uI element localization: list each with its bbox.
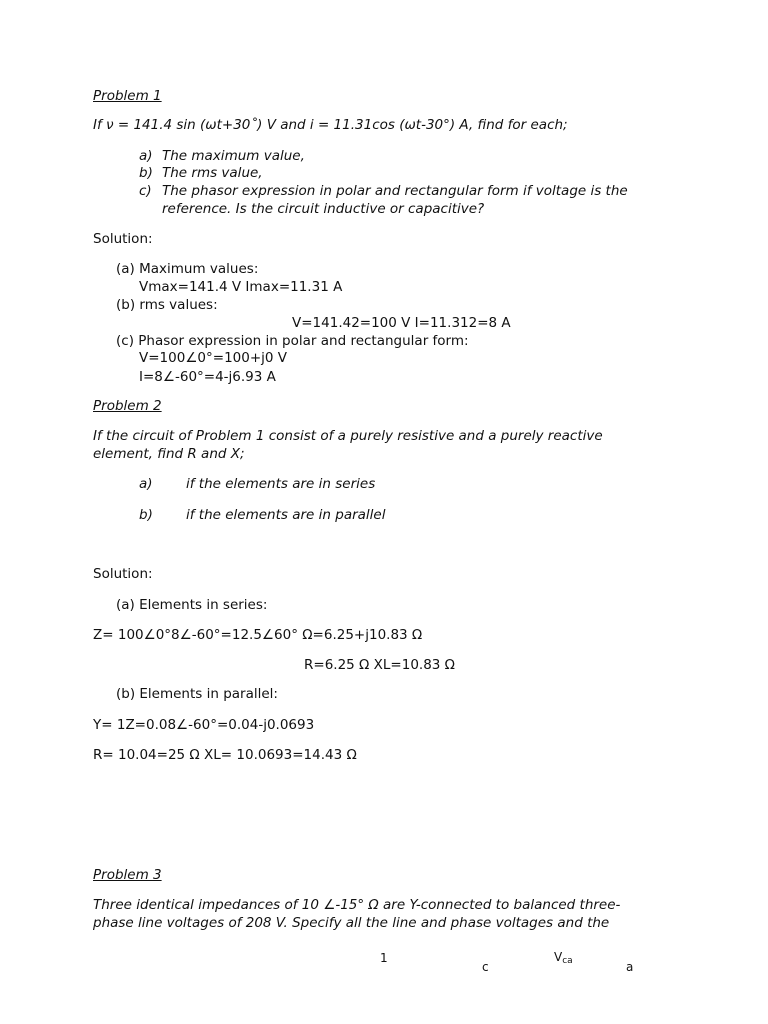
problem1-solution-line: (c) Phasor expression in polar and rectangular form:	[116, 333, 469, 349]
problem2-statement-line: element, find R and X;	[93, 446, 245, 462]
problem2-solution-line: R= 10.04=25 Ω XL= 10.0693=14.43 Ω	[93, 747, 357, 763]
problem2-solution-line: (a) Elements in series:	[116, 597, 268, 613]
problem2-item-b-text: if the elements are in parallel	[186, 507, 386, 523]
problem2-item-a-text: if the elements are in series	[186, 476, 376, 492]
problem2-item-b-marker: b)	[139, 507, 153, 523]
problem1-item-a-text: The maximum value,	[162, 148, 305, 164]
problem1-statement: If ν = 141.4 sin (ωt+30˚) V and i = 11.31cos (ωt-30°) A, find for each;	[93, 117, 568, 133]
figure-label-v-subscript: ca	[562, 956, 573, 966]
problem2-solution-line: R=6.25 Ω XL=10.83 Ω	[304, 657, 455, 673]
problem2-heading: Problem 2	[93, 398, 162, 414]
problem1-item-b-text: The rms value,	[162, 165, 263, 181]
problem2-solution-line: (b) Elements in parallel:	[116, 686, 278, 702]
problem1-heading: Problem 1	[93, 88, 162, 104]
problem2-statement-line: If the circuit of Problem 1 consist of a purely resistive and a purely reactive	[93, 428, 603, 444]
problem1-item-c-text: The phasor expression in polar and rectangular form if voltage is the	[162, 183, 628, 199]
figure-label-vca	[554, 949, 573, 969]
problem1-solution-line: V=141.42=100 V I=11.312=8 A	[292, 315, 511, 331]
problem1-solution-label: Solution:	[93, 231, 153, 247]
problem1-solution-line: (b) rms values:	[116, 297, 218, 313]
problem1-solution-line: (a) Maximum values:	[116, 261, 259, 277]
problem2-solution-line: Z= 100∠0°8∠-60°=12.5∠60° Ω=6.25+j10.83 Ω	[93, 627, 423, 643]
problem2-solution-line: Y= 1Z=0.08∠-60°=0.04-j0.0693	[93, 717, 315, 733]
figure-label-a: a	[626, 960, 634, 974]
problem1-item-c-marker: c)	[139, 183, 152, 199]
figure-label-c: c	[482, 960, 489, 974]
problem1-solution-line: Vmax=141.4 V Imax=11.31 A	[139, 279, 343, 295]
problem1-solution-line: I=8∠-60°=4-j6.93 A	[139, 369, 276, 385]
problem1-solution-line: V=100∠0°=100+j0 V	[139, 350, 288, 366]
problem1-item-c-continuation: reference. Is the circuit inductive or capacitive?	[162, 201, 485, 217]
problem3-heading: Problem 3	[93, 867, 162, 883]
problem1-item-b-marker: b)	[139, 165, 153, 181]
problem3-statement-line: phase line voltages of 208 V. Specify all the line and phase voltages and the	[93, 915, 610, 931]
problem1-item-a-marker: a)	[139, 148, 153, 164]
problem2-item-a-marker: a)	[139, 476, 153, 492]
problem3-statement-line: Three identical impedances of 10 ∠-15° Ω are Y-connected to balanced three-	[93, 897, 621, 913]
figure-label-1: 1	[380, 951, 388, 965]
problem2-solution-label: Solution:	[93, 566, 153, 582]
figure-label-v: V	[554, 950, 563, 964]
